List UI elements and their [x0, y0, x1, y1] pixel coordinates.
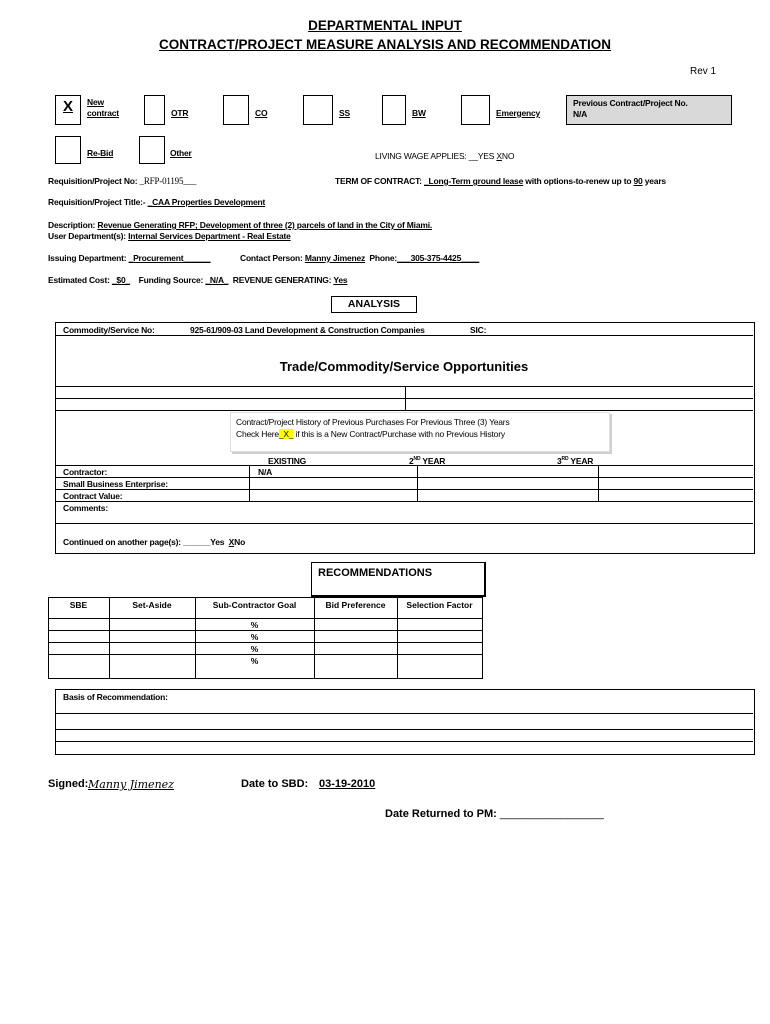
- ss-checkbox[interactable]: [303, 95, 333, 125]
- issuing-department-label: Issuing Department:: [48, 253, 127, 263]
- description-value[interactable]: Revenue Generating RFP; Development of three (2) parcels of land in the City of Miami.: [97, 220, 433, 230]
- divider: [55, 398, 753, 399]
- divider: [55, 410, 753, 411]
- emergency-checkbox[interactable]: [461, 95, 490, 125]
- divider: [55, 729, 753, 730]
- sub-contractor-goal-percent[interactable]: %: [250, 656, 259, 666]
- col-sub-contractor-goal: Sub-Contractor Goal: [212, 600, 297, 610]
- living-wage-no-mark[interactable]: X: [496, 151, 502, 161]
- rebid-label: Re-Bid: [87, 148, 114, 158]
- divider: [55, 523, 753, 524]
- divider: [55, 335, 753, 336]
- living-wage-no: NO: [501, 151, 515, 161]
- form-subtitle: CONTRACT/PROJECT MEASURE ANALYSIS AND RECOMMENDATION: [158, 37, 612, 52]
- term-suffix: with options-to-renew up to: [525, 176, 632, 186]
- col-2nd-num: 2: [409, 456, 414, 466]
- col-existing: EXISTING: [268, 456, 307, 466]
- other-label: Other: [170, 148, 192, 158]
- bw-checkbox[interactable]: [382, 95, 406, 125]
- new-contract-mark: X: [62, 98, 73, 115]
- history-box: [230, 412, 610, 452]
- continued-no-mark[interactable]: X: [228, 537, 235, 547]
- date-to-sbd-value[interactable]: 03-19-2010: [319, 778, 376, 790]
- col-2nd-sup: ND: [413, 456, 421, 463]
- divider: [55, 489, 753, 490]
- history-line-2: [236, 429, 609, 439]
- estimated-cost-value[interactable]: _$0_: [111, 275, 130, 285]
- issuing-department-row: [48, 253, 211, 263]
- living-wage-row: [375, 151, 514, 161]
- new-contract-label-2: contract: [87, 108, 119, 118]
- contractor-existing-value[interactable]: N/A: [258, 467, 273, 477]
- contact-row: [240, 253, 479, 263]
- continued-label: Continued on another page(s):: [63, 537, 181, 547]
- emergency-label: Emergency: [496, 108, 541, 118]
- continued-no: No: [234, 537, 246, 547]
- row-comments-label: Comments:: [63, 503, 108, 513]
- divider: [55, 477, 753, 478]
- col-set-aside: Set-Aside: [132, 600, 172, 610]
- divider: [55, 713, 753, 714]
- estimated-cost-label: Estimated Cost:: [48, 275, 110, 285]
- row-sbe-label: Small Business Enterprise:: [63, 479, 168, 489]
- sub-contractor-goal-percent[interactable]: %: [250, 620, 259, 630]
- col-3rd-sup: RD: [561, 456, 569, 463]
- previous-contract-value: N/A: [573, 109, 588, 119]
- continued-row: [63, 537, 245, 547]
- revision-label: Rev 1: [690, 66, 717, 77]
- previous-contract-box: [566, 95, 732, 125]
- history-check-text: if this is a New Contract/Purchase with no Previous History: [295, 429, 505, 439]
- divider: [55, 386, 753, 387]
- col-sbe: SBE: [69, 600, 88, 610]
- divider: [55, 741, 753, 742]
- col-3rd-num: 3: [557, 456, 562, 466]
- living-wage-yes[interactable]: __YES: [468, 151, 495, 161]
- revenue-generating-value[interactable]: Yes: [333, 275, 348, 285]
- divider: [48, 618, 482, 619]
- term-unit: years: [644, 176, 666, 186]
- recommendations-heading: RECOMMENDATIONS: [318, 567, 433, 579]
- description-row: [48, 220, 432, 230]
- other-checkbox[interactable]: [139, 136, 165, 164]
- row-contract-value-label: Contract Value:: [63, 491, 123, 501]
- term-row: [335, 176, 666, 186]
- commodity-label: Commodity/Service No:: [63, 325, 155, 335]
- term-label: TERM OF CONTRACT:: [335, 176, 422, 186]
- history-check-mark[interactable]: _X_: [278, 429, 294, 439]
- user-department-value[interactable]: Internal Services Department - Real Estate: [128, 231, 291, 241]
- divider: [249, 465, 250, 501]
- sub-contractor-goal-percent[interactable]: %: [250, 644, 259, 654]
- rebid-checkbox[interactable]: [55, 136, 81, 164]
- co-label: CO: [255, 108, 268, 118]
- sic-label: SIC:: [470, 325, 487, 335]
- living-wage-label: LIVING WAGE APPLIES:: [375, 151, 467, 161]
- description-label: Description:: [48, 220, 96, 230]
- issuing-department-value[interactable]: _Procurement______: [128, 253, 211, 263]
- signed-label: Signed:: [48, 778, 89, 790]
- divider: [48, 630, 482, 631]
- divider: [48, 654, 482, 655]
- commodity-value[interactable]: 925-61/909-03 Land Development & Construction Companies: [190, 325, 425, 335]
- opportunities-title: Trade/Commodity/Service Opportunities: [279, 359, 529, 374]
- date-to-sbd-label: Date to SBD:: [241, 778, 309, 790]
- divider: [55, 501, 753, 502]
- history-check-label: Check Here: [236, 429, 279, 439]
- contact-person-value[interactable]: Manny Jimenez: [304, 253, 366, 263]
- funding-source-value[interactable]: _N/A_: [205, 275, 229, 285]
- cost-row: [48, 275, 347, 285]
- project-title-label: Requisition/Project Title:-: [48, 197, 146, 207]
- phone-value[interactable]: ___305-375-4425____: [397, 253, 480, 263]
- form-title: DEPARTMENTAL INPUT: [308, 18, 462, 33]
- otr-checkbox[interactable]: [144, 95, 165, 125]
- divider: [598, 465, 599, 501]
- divider: [55, 465, 753, 466]
- history-line-1: Contract/Project History of Previous Purchases For Previous Three (3) Years: [236, 417, 510, 427]
- basis-label: Basis of Recommendation:: [63, 692, 168, 702]
- divider: [417, 465, 418, 501]
- signature-value[interactable]: Manny Jimenez: [88, 778, 174, 791]
- requisition-no-value[interactable]: _RFP-01195___: [139, 176, 197, 186]
- new-contract-label: New: [87, 97, 104, 107]
- term-years[interactable]: 90: [633, 176, 643, 186]
- user-department-label: User Department(s):: [48, 231, 126, 241]
- date-returned-value[interactable]: _________________: [499, 808, 604, 820]
- col-2nd-word: YEAR: [422, 456, 446, 466]
- phone-label: Phone:: [369, 253, 397, 263]
- co-checkbox[interactable]: [223, 95, 249, 125]
- analysis-heading: ANALYSIS: [331, 296, 417, 313]
- row-contractor-label: Contractor:: [63, 467, 108, 477]
- term-value[interactable]: _Long-Term ground lease: [423, 176, 524, 186]
- previous-contract-label: Previous Contract/Project No.: [573, 98, 688, 108]
- continued-yes[interactable]: ______Yes: [183, 537, 225, 547]
- col-bid-preference: Bid Preference: [325, 600, 386, 610]
- ss-label: SS: [339, 108, 350, 118]
- date-returned-row: [385, 808, 604, 820]
- sub-contractor-goal-percent[interactable]: %: [250, 632, 259, 642]
- col-3rd-word: YEAR: [570, 456, 594, 466]
- project-title-value[interactable]: _CAA Properties Development: [147, 197, 266, 207]
- bw-label: BW: [412, 108, 426, 118]
- project-title-row: [48, 197, 265, 207]
- requisition-no-label: Requisition/Project No:: [48, 176, 138, 186]
- recommendations-heading-box: [311, 562, 486, 597]
- requisition-no-row: [48, 176, 196, 186]
- divider: [48, 642, 482, 643]
- user-department-row: [48, 231, 291, 241]
- divider: [405, 386, 406, 410]
- contact-person-label: Contact Person:: [240, 253, 303, 263]
- otr-label: OTR: [171, 108, 189, 118]
- new-contract-checkbox[interactable]: [55, 95, 81, 125]
- date-returned-label: Date Returned to PM:: [385, 808, 497, 820]
- revenue-generating-label: REVENUE GENERATING:: [232, 275, 332, 285]
- col-selection-factor: Selection Factor: [406, 600, 473, 610]
- funding-source-label: Funding Source:: [138, 275, 204, 285]
